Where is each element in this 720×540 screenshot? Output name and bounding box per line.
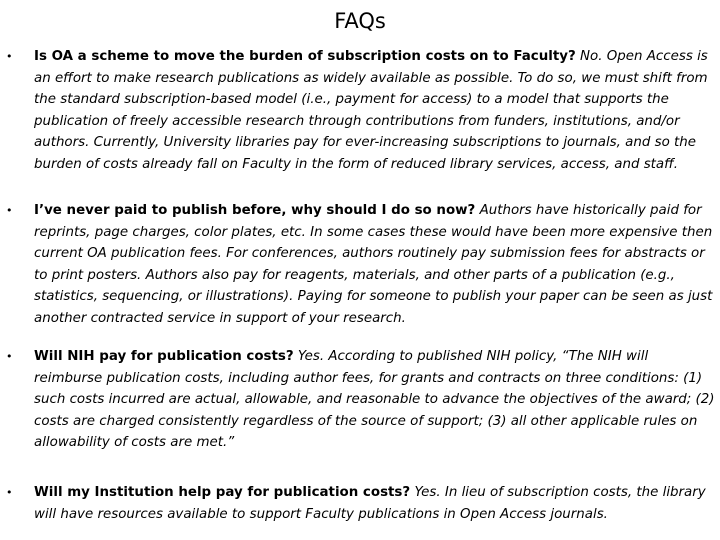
faq-question: Will NIH pay for publication costs?: [34, 349, 294, 364]
faq-text: [34, 482, 716, 525]
faq-text: [34, 346, 716, 454]
faq-answer: Yes. In lieu of subscription costs, the library will have resources available to support Faculty publications in Open Access journals.: [34, 485, 706, 522]
faq-question: Will my Institution help pay for publication costs?: [34, 485, 411, 500]
bullet: •: [6, 350, 13, 363]
bullet: •: [6, 204, 13, 217]
faq-question: I’ve never paid to publish before, why should I do so now?: [34, 203, 476, 218]
faq-answer: Authors have historically paid for reprints, page charges, color plates, etc. In some cases these would have been more expensive then current OA publication fees. For conferences, authors routinely pay submission fees for abstracts or to print posters. Authors also pay for reagents, materials, and other parts of a publication (e.g., statistics, sequencing, or illustrations). Paying for someone to publish your paper can be seen as just another contracted service in support of your research.: [34, 203, 713, 326]
bullet: •: [6, 50, 13, 63]
faq-answer: Yes. According to published NIH policy, “The NIH will reimburse publication costs, including author fees, for grants and contracts on three conditions: (1) such costs incurred are actual, allowable, and reasonable to advance the objectives of the award; (2) costs are charged consistently regardless of the source of support; (3) all other applicable rules on allowability of costs are met.”: [34, 349, 715, 450]
faq-question: Is OA a scheme to move the burden of subscription costs on to Faculty?: [34, 49, 576, 64]
page-title: FAQs: [334, 9, 386, 33]
faq-text: [34, 200, 716, 329]
faq-text: [34, 46, 716, 175]
bullet: •: [6, 486, 13, 499]
faq-answer: No. Open Access is an effort to make research publications as widely available as possible. To do so, we must shift from the standard subscription-based model (i.e., payment for access) to a model that supports the publication of freely accessible research through contributions from funders, institutions, and/or authors. Currently, University libraries pay for ever-increasing subscriptions to journals, and so the burden of costs already fall on Faculty in the form of reduced library services, access, and staff.: [34, 49, 708, 172]
